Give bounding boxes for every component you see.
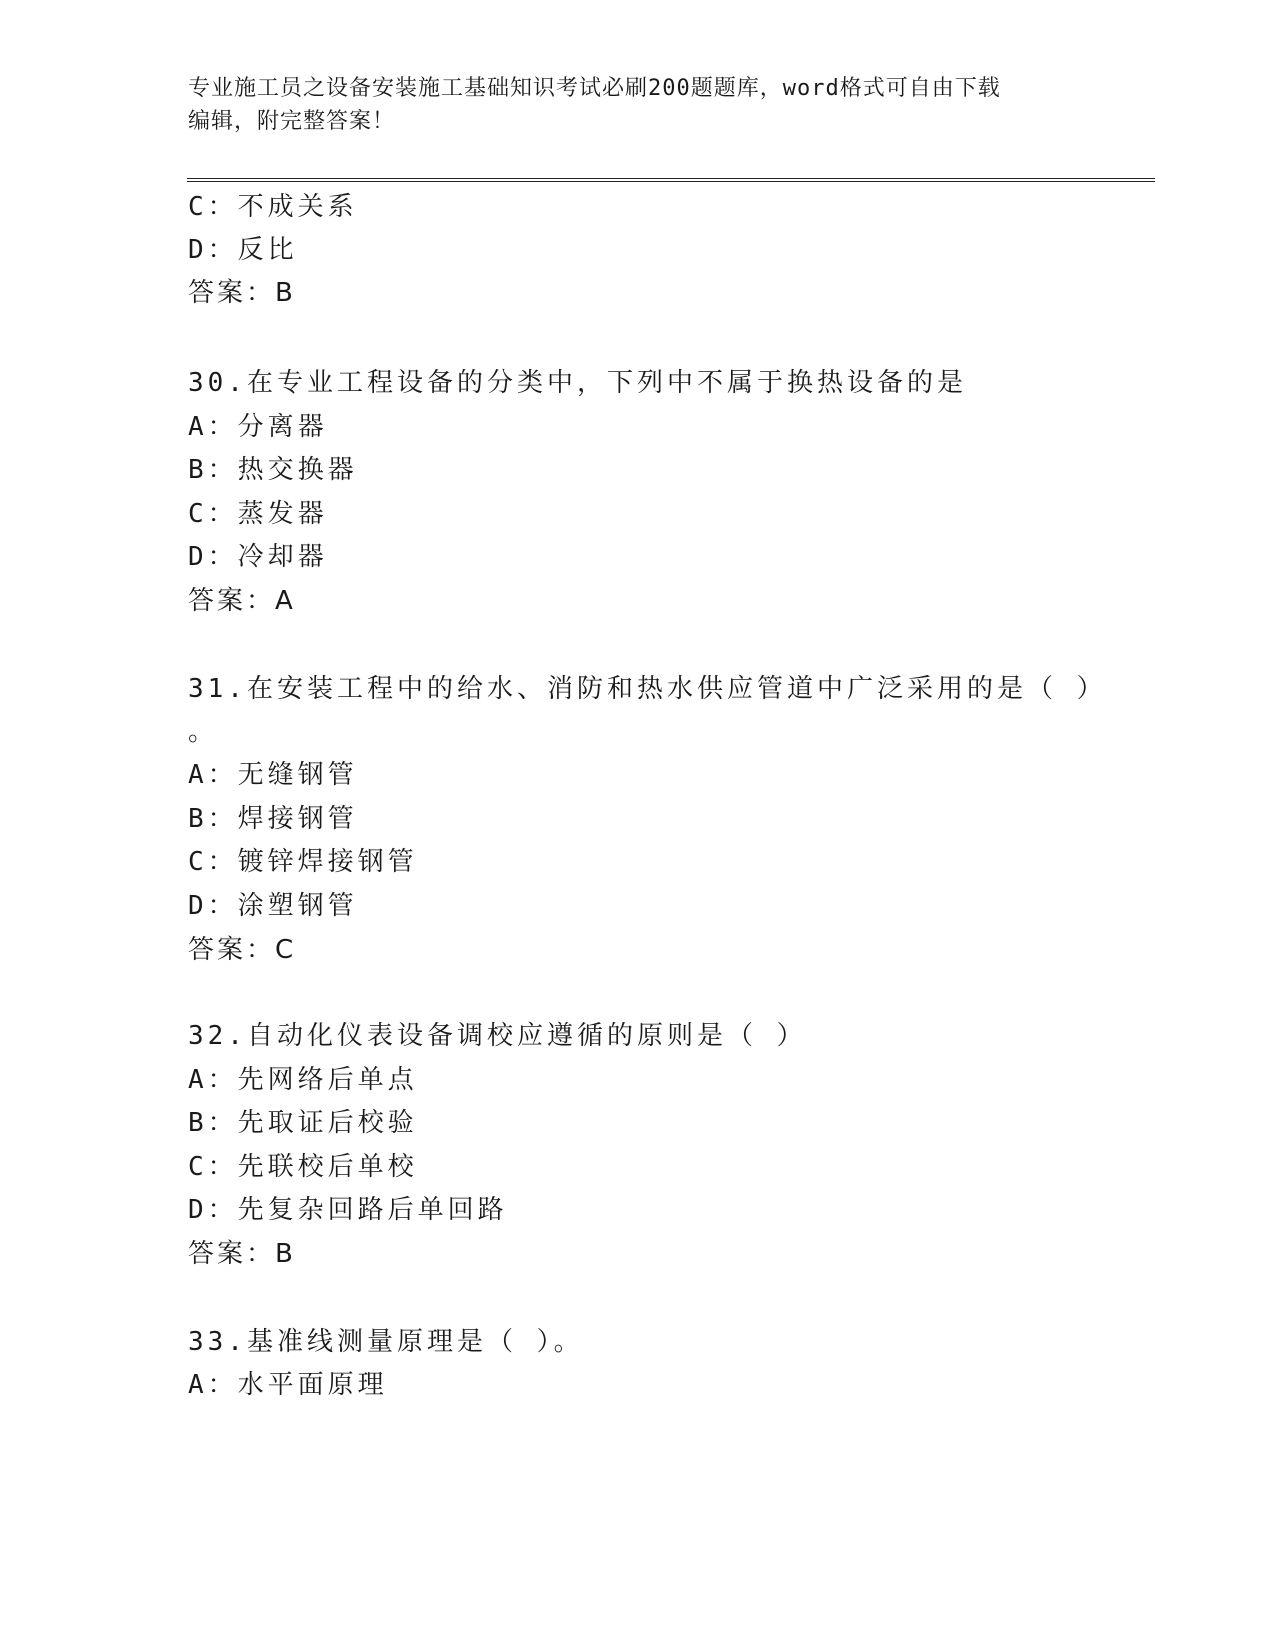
header-divider [187,178,1155,182]
question-32-option-a: A：先网络后单点 [188,1065,418,1095]
question-31-answer: 答案：C [188,935,297,965]
option-d: D：反比 [188,235,298,265]
question-30-option-c: C：蒸发器 [188,499,328,529]
question-30-answer: 答案：A [188,586,296,616]
question-31-option-d: D：涂塑钢管 [188,891,358,921]
question-30-option-a: A：分离器 [188,412,328,442]
question-31-option-c: C：镀锌焊接钢管 [188,847,418,877]
question-31-option-a: A：无缝钢管 [188,760,358,790]
question-33-stem: 33.基准线测量原理是（ ）。 [188,1327,584,1357]
question-31-stem: 31.在安装工程中的给水、消防和热水供应管道中广泛采用的是（ ） [188,674,1107,704]
question-30-option-b: B：热交换器 [188,455,358,485]
document-header [188,72,1088,138]
question-32-option-c: C：先联校后单校 [188,1152,418,1182]
question-31-stem-continuation: 。 [188,717,219,747]
question-33-option-a: A：水平面原理 [188,1370,388,1400]
option-c: C：不成关系 [188,192,358,222]
question-32-option-d: D：先复杂回路后单回路 [188,1195,508,1225]
header-line-2: 编辑，附完整答案！ [188,109,396,134]
header-line-1: 专业施工员之设备安装施工基础知识考试必刷200题题库，word格式可自由下载 [188,76,1001,101]
question-30-option-d: D：冷却器 [188,542,328,572]
answer-label: 答案：B [188,278,296,308]
question-32-stem: 32.自动化仪表设备调校应遵循的原则是（ ） [188,1021,807,1051]
question-32-option-b: B：先取证后校验 [188,1108,418,1138]
question-32-answer: 答案：B [188,1239,296,1269]
question-30-stem: 30.在专业工程设备的分类中，下列中不属于换热设备的是 [188,368,967,398]
question-31-option-b: B：焊接钢管 [188,804,358,834]
